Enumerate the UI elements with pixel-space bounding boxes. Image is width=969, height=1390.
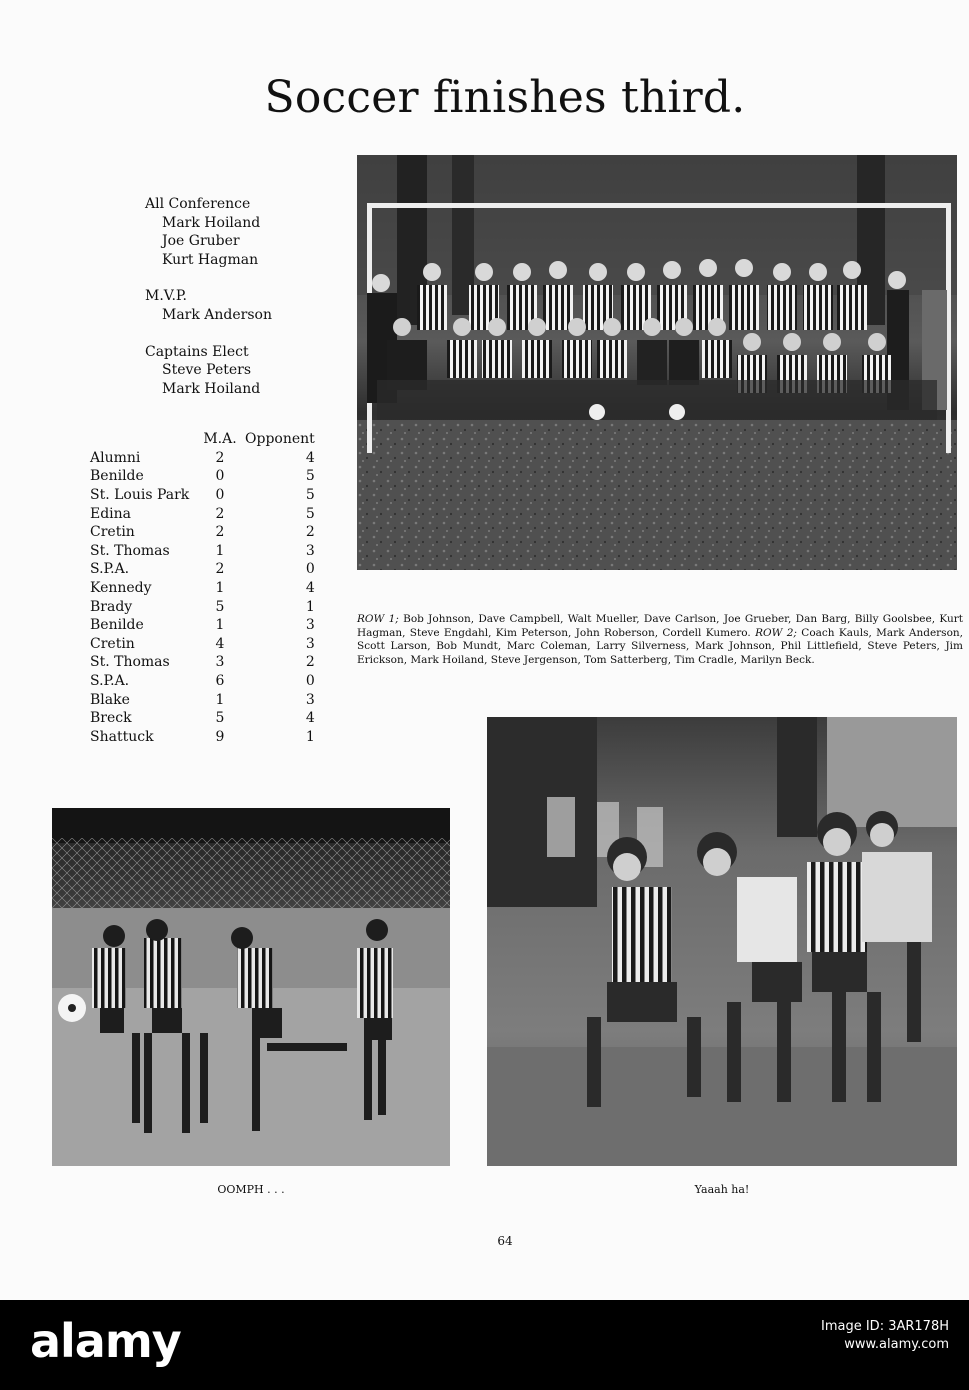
stock-image-id-label: Image ID: 3AR178H bbox=[821, 1319, 949, 1334]
scores-row bbox=[90, 616, 315, 635]
scores-header-team bbox=[90, 430, 195, 449]
honors-all-conference bbox=[145, 195, 272, 269]
scores-header-row bbox=[90, 430, 315, 449]
scores-row bbox=[90, 449, 315, 468]
score-opponent: 3 bbox=[305, 691, 315, 708]
caption-row2-label: ROW 2; bbox=[755, 626, 797, 639]
scores-table bbox=[90, 430, 315, 746]
caption-row1-names: Bob Johnson, Dave Campbell, Walt Mueller, Dave Carlson, Joe Grueber, Dan Barg, Billy Goolsbee, Kurt Hagman, Steve Engdahl, Kim Peterson, John Roberson, Cordell Kumero. bbox=[357, 613, 963, 639]
team-photo-image bbox=[357, 155, 957, 570]
caption-row1-label: ROW 1; bbox=[357, 613, 399, 625]
stock-site: www.alamy.com bbox=[844, 1337, 949, 1352]
score-opponent-name: Benilde bbox=[90, 468, 144, 485]
honors-name: Kurt Hagman bbox=[162, 251, 259, 268]
score-opponent: 4 bbox=[305, 710, 315, 727]
score-opponent: 4 bbox=[305, 580, 315, 597]
score-ma: 4 bbox=[215, 635, 225, 652]
score-opponent-name: Alumni bbox=[90, 449, 141, 466]
score-opponent: 3 bbox=[305, 542, 315, 559]
scores-row bbox=[90, 709, 315, 728]
score-ma: 5 bbox=[215, 598, 225, 615]
caption-yaaah-ha: Yaaah ha! bbox=[694, 1183, 750, 1196]
scores-row bbox=[90, 579, 315, 598]
team-photo bbox=[357, 155, 957, 570]
score-opponent: 2 bbox=[305, 524, 315, 541]
score-opponent: 0 bbox=[305, 673, 315, 690]
score-ma: 2 bbox=[215, 524, 225, 541]
score-opponent-name: St. Louis Park bbox=[90, 487, 190, 504]
scores-row bbox=[90, 560, 315, 579]
honors-name: Mark Hoiland bbox=[162, 214, 261, 231]
score-ma: 0 bbox=[215, 468, 225, 485]
score-opponent-name: Kennedy bbox=[90, 580, 152, 597]
score-opponent-name: Cretin bbox=[90, 635, 135, 652]
score-opponent-name: S.P.A. bbox=[90, 673, 130, 690]
honors-heading: M.V.P. bbox=[145, 288, 187, 305]
score-ma: 1 bbox=[215, 580, 225, 597]
scores-row bbox=[90, 597, 315, 616]
score-ma: 3 bbox=[215, 654, 225, 671]
scores-header-opponent: Opponent bbox=[245, 431, 315, 448]
honors-heading: Captains Elect bbox=[145, 343, 249, 360]
score-opponent: 5 bbox=[305, 468, 315, 485]
score-opponent-name: Blake bbox=[90, 691, 130, 708]
season-scores bbox=[90, 430, 315, 746]
score-opponent-name: Edina bbox=[90, 505, 132, 522]
score-opponent: 5 bbox=[305, 487, 315, 504]
scores-row bbox=[90, 653, 315, 672]
score-ma: 1 bbox=[215, 617, 225, 634]
caption-row2-names: Coach Kauls, Mark Anderson, Scott Larson, Bob Mundt, Marc Coleman, Larry Silverness, Mark Johnson, Phil Littlefield, Steve Peters, Jim Erickson, Mark Hoiland, Steve Jergenson, Tom Satterberg, Tim Cradle, Marilyn Beck. bbox=[357, 626, 963, 666]
scores-row bbox=[90, 467, 315, 486]
scores-row bbox=[90, 486, 315, 505]
honors-heading: All Conference bbox=[145, 196, 251, 212]
honors-list bbox=[145, 195, 272, 416]
score-opponent: 1 bbox=[305, 728, 315, 745]
honors-name: Steve Peters bbox=[162, 362, 252, 379]
honors-name: Mark Hoiland bbox=[162, 380, 261, 397]
page-number: 64 bbox=[497, 1234, 513, 1248]
scores-header-ma: M.A. bbox=[203, 431, 237, 448]
scores-row bbox=[90, 504, 315, 523]
score-opponent-name: St. Thomas bbox=[90, 654, 170, 671]
score-ma: 5 bbox=[215, 710, 225, 727]
score-opponent: 5 bbox=[305, 505, 315, 522]
score-ma: 2 bbox=[215, 449, 225, 466]
score-opponent: 4 bbox=[305, 449, 315, 466]
score-ma: 0 bbox=[215, 487, 225, 504]
scores-row bbox=[90, 523, 315, 542]
score-opponent: 0 bbox=[305, 561, 315, 578]
score-opponent-name: Breck bbox=[90, 710, 132, 727]
score-ma: 6 bbox=[215, 673, 225, 690]
honors-captains-elect bbox=[145, 343, 272, 399]
scores-row bbox=[90, 635, 315, 654]
scores-row bbox=[90, 672, 315, 691]
score-opponent: 3 bbox=[305, 635, 315, 652]
honors-name: Mark Anderson bbox=[162, 306, 273, 323]
scores-row bbox=[90, 690, 315, 709]
score-opponent-name: Shattuck bbox=[90, 728, 154, 745]
action-photo-yaaah-ha bbox=[487, 717, 957, 1166]
score-ma: 1 bbox=[215, 691, 225, 708]
action-photo-yaaah-ha-image bbox=[487, 717, 957, 1166]
caption-oomph: OOMPH . . . bbox=[217, 1183, 285, 1196]
score-ma: 2 bbox=[215, 561, 225, 578]
honors-name: Joe Gruber bbox=[162, 233, 240, 250]
score-opponent-name: Benilde bbox=[90, 617, 144, 634]
score-ma: 1 bbox=[215, 542, 225, 559]
score-opponent-name: Brady bbox=[90, 598, 133, 615]
score-opponent-name: S.P.A. bbox=[90, 561, 130, 578]
stock-logo: alamy bbox=[30, 1314, 181, 1368]
stock-watermark-bar bbox=[0, 1300, 969, 1390]
stock-image-id bbox=[821, 1318, 949, 1354]
scores-row bbox=[90, 728, 315, 747]
team-photo-caption bbox=[357, 613, 963, 667]
action-photo-oomph bbox=[52, 808, 450, 1166]
action-photo-oomph-image bbox=[52, 808, 450, 1166]
score-ma: 9 bbox=[215, 728, 225, 745]
page-title: Soccer finishes third. bbox=[264, 72, 746, 123]
honors-mvp bbox=[145, 287, 272, 324]
score-opponent: 1 bbox=[305, 598, 315, 615]
score-ma: 2 bbox=[215, 505, 225, 522]
score-opponent: 2 bbox=[305, 654, 315, 671]
score-opponent-name: Cretin bbox=[90, 524, 135, 541]
score-opponent: 3 bbox=[305, 617, 315, 634]
scores-row bbox=[90, 542, 315, 561]
score-opponent-name: St. Thomas bbox=[90, 542, 170, 559]
